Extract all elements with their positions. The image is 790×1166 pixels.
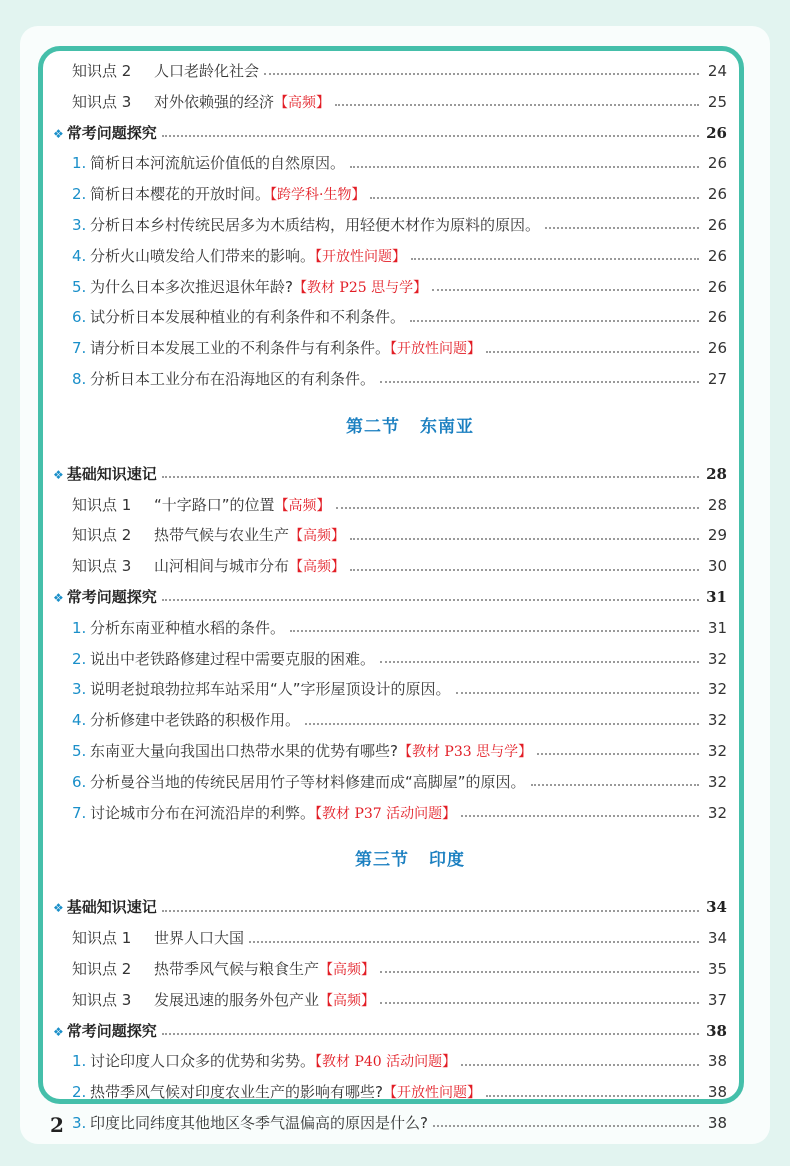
dot-leader bbox=[456, 692, 699, 694]
tag-label: 【教材 P25 思与学】 bbox=[292, 279, 428, 296]
toc-knowledge-row[interactable] bbox=[53, 923, 727, 954]
question-title bbox=[72, 179, 365, 211]
page-ref: 32 bbox=[707, 803, 727, 822]
toc-heading-row[interactable] bbox=[53, 459, 727, 490]
diamond-icon: ❖ bbox=[53, 467, 64, 482]
toc-question-row[interactable] bbox=[53, 613, 727, 644]
toc-question-row[interactable] bbox=[53, 179, 727, 210]
heading-text: 常考问题探究 bbox=[66, 123, 157, 142]
section-title bbox=[53, 395, 727, 459]
heading-title bbox=[53, 459, 157, 491]
toc-heading-row[interactable] bbox=[53, 582, 727, 613]
page-ref: 34 bbox=[707, 929, 727, 948]
tag-label: 【高频】 bbox=[319, 992, 376, 1009]
toc-knowledge-row[interactable] bbox=[53, 490, 727, 521]
page-ref: 24 bbox=[707, 62, 727, 80]
question-number: 2. bbox=[72, 1083, 87, 1102]
tag-label: 【开放性问题】 bbox=[390, 341, 482, 358]
section-name: 东南亚 bbox=[420, 416, 474, 437]
question-text: 分析东南亚种植水稻的条件。 bbox=[90, 618, 286, 637]
page-ref: 34 bbox=[706, 898, 727, 917]
section-title bbox=[53, 828, 727, 892]
question-number: 1. bbox=[72, 618, 87, 637]
page-ref: 37 bbox=[707, 990, 727, 1009]
question-title bbox=[72, 798, 456, 830]
question-title bbox=[72, 767, 526, 798]
question-text: 说出中老铁路修建过程中需要克服的困难。 bbox=[90, 649, 376, 668]
tag-label: 【教材 P40 活动问题】 bbox=[315, 1054, 457, 1071]
question-number: 6. bbox=[72, 308, 87, 327]
question-text: 简析日本河流航运价值低的自然原因。 bbox=[90, 154, 346, 173]
question-title bbox=[72, 1108, 428, 1139]
diamond-icon: ❖ bbox=[53, 590, 64, 605]
knowledge-label: 知识点 1 bbox=[72, 495, 132, 514]
page-ref: 32 bbox=[707, 680, 727, 699]
tag-label: 【跨学科·生物】 bbox=[270, 187, 366, 204]
question-title bbox=[72, 302, 405, 333]
question-title bbox=[72, 674, 451, 705]
question-text: 讨论城市分布在河流沿岸的利弊。 bbox=[90, 803, 316, 822]
question-text: 分析曼谷当地的传统民居用竹子等材料修建而成“高脚屋”的原因。 bbox=[90, 772, 526, 791]
toc-knowledge-row[interactable] bbox=[53, 87, 727, 118]
toc-knowledge-row[interactable] bbox=[53, 551, 727, 582]
question-text: 分析日本工业分布在沿海地区的有利条件。 bbox=[90, 369, 376, 388]
question-number: 4. bbox=[72, 246, 87, 265]
toc-question-row[interactable] bbox=[53, 241, 727, 272]
question-number: 1. bbox=[72, 154, 87, 173]
page-ref: 32 bbox=[707, 772, 727, 791]
question-text: 说明老挝琅勃拉邦车站采用“人”字形屋顶设计的原因。 bbox=[90, 680, 451, 699]
dot-leader bbox=[461, 815, 699, 817]
knowledge-title bbox=[72, 923, 244, 954]
question-text: 为什么日本多次推迟退休年龄? bbox=[90, 277, 293, 296]
question-title bbox=[72, 613, 285, 644]
question-text: 讨论印度人口众多的优势和劣势。 bbox=[90, 1052, 316, 1071]
dot-leader bbox=[350, 166, 699, 168]
tag-label: 【教材 P33 思与学】 bbox=[397, 743, 533, 760]
toc-knowledge-row[interactable] bbox=[53, 985, 727, 1016]
question-title bbox=[72, 364, 375, 395]
dot-leader bbox=[461, 1064, 699, 1066]
question-text: 东南亚大量向我国出口热带水果的优势有哪些? bbox=[90, 741, 398, 760]
dot-leader bbox=[162, 476, 699, 478]
heading-text: 基础知识速记 bbox=[66, 464, 157, 483]
knowledge-label: 知识点 3 bbox=[72, 990, 132, 1009]
table-of-contents bbox=[53, 56, 727, 1139]
page-ref: 32 bbox=[707, 741, 727, 760]
dot-leader bbox=[290, 630, 699, 632]
knowledge-text: 世界人口大国 bbox=[154, 929, 245, 948]
dot-leader bbox=[336, 507, 699, 509]
toc-question-row[interactable] bbox=[53, 674, 727, 705]
knowledge-text: 热带气候与农业生产 bbox=[154, 526, 290, 545]
question-number: 3. bbox=[72, 1113, 87, 1132]
question-text: 简析日本樱花的开放时间。 bbox=[90, 185, 271, 204]
page-ref: 27 bbox=[707, 369, 727, 388]
heading-title bbox=[53, 892, 157, 924]
question-number: 2. bbox=[72, 185, 87, 204]
question-number: 4. bbox=[72, 711, 87, 730]
knowledge-label: 知识点 2 bbox=[72, 526, 132, 545]
toc-heading-row[interactable] bbox=[53, 1016, 727, 1047]
question-title bbox=[72, 1046, 456, 1078]
section-number: 第三节 bbox=[355, 850, 409, 871]
question-number: 6. bbox=[72, 772, 87, 791]
question-number: 7. bbox=[72, 803, 87, 822]
knowledge-text: 发展迅速的服务外包产业 bbox=[154, 990, 320, 1009]
question-title bbox=[72, 644, 375, 675]
toc-question-row[interactable] bbox=[53, 705, 727, 736]
heading-title bbox=[53, 1016, 157, 1048]
tag-label: 【教材 P37 活动问题】 bbox=[315, 805, 457, 822]
page-ref: 29 bbox=[707, 526, 727, 545]
page-ref: 28 bbox=[706, 464, 727, 483]
toc-question-row[interactable] bbox=[53, 302, 727, 333]
knowledge-label: 知识点 1 bbox=[72, 929, 132, 948]
heading-title bbox=[53, 118, 157, 150]
dot-leader bbox=[350, 538, 699, 540]
page-ref: 26 bbox=[707, 246, 727, 265]
tag-label: 【高频】 bbox=[289, 559, 346, 576]
question-title bbox=[72, 241, 406, 273]
question-number: 2. bbox=[72, 649, 87, 668]
toc-question-row[interactable] bbox=[53, 364, 727, 395]
page-ref: 26 bbox=[707, 215, 727, 234]
dot-leader bbox=[410, 320, 699, 322]
tag-label: 【高频】 bbox=[319, 961, 376, 978]
page-ref: 26 bbox=[707, 185, 727, 204]
question-text: 请分析日本发展工业的不利条件与有利条件。 bbox=[90, 339, 391, 358]
knowledge-title bbox=[72, 490, 331, 522]
dot-leader bbox=[370, 197, 699, 199]
toc-knowledge-row[interactable] bbox=[53, 520, 727, 551]
knowledge-label: 知识点 3 bbox=[72, 92, 132, 111]
question-number: 5. bbox=[72, 277, 87, 296]
question-number: 3. bbox=[72, 680, 87, 699]
question-text: 分析火山喷发给人们带来的影响。 bbox=[90, 246, 316, 265]
dot-leader bbox=[545, 227, 699, 229]
toc-question-row[interactable] bbox=[53, 1046, 727, 1077]
page-ref: 32 bbox=[707, 649, 727, 668]
page-ref: 25 bbox=[707, 92, 727, 111]
knowledge-text: 对外依赖强的经济 bbox=[154, 92, 275, 111]
page-ref: 35 bbox=[707, 959, 727, 978]
question-text: 分析修建中老铁路的积极作用。 bbox=[90, 711, 301, 730]
toc-question-row[interactable] bbox=[53, 148, 727, 179]
dot-leader bbox=[335, 104, 699, 106]
dot-leader bbox=[433, 1125, 699, 1127]
question-number: 1. bbox=[72, 1052, 87, 1071]
heading-text: 常考问题探究 bbox=[66, 587, 157, 606]
dot-leader bbox=[411, 258, 699, 260]
question-title bbox=[72, 1077, 481, 1109]
diamond-icon: ❖ bbox=[53, 126, 64, 141]
heading-title bbox=[53, 582, 157, 614]
question-number: 3. bbox=[72, 215, 87, 234]
page-ref: 31 bbox=[706, 587, 727, 606]
page-ref: 38 bbox=[707, 1052, 727, 1071]
page-ref: 32 bbox=[707, 711, 727, 730]
toc-heading-row[interactable] bbox=[53, 118, 727, 149]
question-number: 7. bbox=[72, 339, 87, 358]
knowledge-text: 人口老龄化社会 bbox=[154, 62, 260, 80]
page-ref: 26 bbox=[707, 308, 727, 327]
knowledge-title bbox=[72, 87, 330, 119]
toc-question-row[interactable] bbox=[53, 333, 727, 364]
toc-question-row[interactable] bbox=[53, 272, 727, 303]
question-title bbox=[72, 272, 427, 304]
dot-leader bbox=[380, 381, 699, 383]
question-title bbox=[72, 210, 540, 241]
toc-knowledge-row[interactable] bbox=[53, 56, 727, 87]
page-ref: 26 bbox=[706, 123, 727, 142]
toc-question-row[interactable] bbox=[53, 210, 727, 241]
question-text: 印度比同纬度其他地区冬季气温偏高的原因是什么? bbox=[90, 1113, 428, 1132]
dot-leader bbox=[264, 73, 699, 75]
dot-leader bbox=[486, 351, 699, 353]
page-ref: 26 bbox=[707, 277, 727, 296]
question-text: 分析日本乡村传统民居多为木质结构，用轻便木材作为原料的原因。 bbox=[90, 215, 541, 234]
dot-leader bbox=[162, 910, 699, 912]
page-number: 2 bbox=[50, 1113, 64, 1137]
question-title bbox=[72, 705, 300, 736]
knowledge-label: 知识点 2 bbox=[72, 959, 132, 978]
question-text: 试分析日本发展种植业的有利条件和不利条件。 bbox=[90, 308, 406, 327]
diamond-icon: ❖ bbox=[53, 1024, 64, 1039]
question-text: 热带季风气候对印度农业生产的影响有哪些? bbox=[90, 1083, 383, 1102]
tag-label: 【高频】 bbox=[274, 497, 331, 514]
dot-leader bbox=[531, 784, 699, 786]
question-title bbox=[72, 333, 481, 365]
dot-leader bbox=[486, 1095, 699, 1097]
knowledge-text: 热带季风气候与粮食生产 bbox=[154, 959, 320, 978]
tag-label: 【开放性问题】 bbox=[382, 1085, 481, 1102]
tag-label: 【高频】 bbox=[274, 94, 331, 111]
toc-question-row[interactable] bbox=[53, 798, 727, 829]
page-ref: 28 bbox=[707, 495, 727, 514]
dot-leader bbox=[162, 599, 699, 601]
knowledge-label: 知识点 3 bbox=[72, 557, 132, 576]
dot-leader bbox=[305, 723, 699, 725]
dot-leader bbox=[537, 753, 699, 755]
heading-text: 常考问题探究 bbox=[66, 1021, 157, 1040]
toc-knowledge-row[interactable] bbox=[53, 954, 727, 985]
dot-leader bbox=[380, 661, 699, 663]
question-title bbox=[72, 736, 532, 768]
dot-leader bbox=[162, 1033, 699, 1035]
knowledge-title bbox=[72, 985, 375, 1017]
knowledge-title bbox=[72, 551, 345, 583]
knowledge-text: 山河相间与城市分布 bbox=[154, 557, 290, 576]
tag-label: 【高频】 bbox=[289, 528, 346, 545]
knowledge-title bbox=[72, 520, 345, 552]
page-ref: 26 bbox=[707, 154, 727, 173]
heading-text: 基础知识速记 bbox=[66, 898, 157, 917]
toc-question-row[interactable] bbox=[53, 1108, 727, 1139]
question-number: 8. bbox=[72, 369, 87, 388]
page-ref: 31 bbox=[707, 618, 727, 637]
dot-leader bbox=[380, 971, 699, 973]
knowledge-title bbox=[72, 56, 259, 87]
page-ref: 38 bbox=[707, 1083, 727, 1102]
page-ref: 30 bbox=[707, 557, 727, 576]
toc-question-row[interactable] bbox=[53, 767, 727, 798]
page-ref: 38 bbox=[706, 1021, 727, 1040]
knowledge-title bbox=[72, 954, 375, 986]
toc-question-row[interactable] bbox=[53, 644, 727, 675]
dot-leader bbox=[249, 941, 699, 943]
toc-question-row[interactable] bbox=[53, 736, 727, 767]
dot-leader bbox=[350, 569, 699, 571]
dot-leader bbox=[162, 135, 699, 137]
toc-heading-row[interactable] bbox=[53, 892, 727, 923]
tag-label: 【开放性问题】 bbox=[315, 248, 407, 265]
knowledge-text: “十字路口”的位置 bbox=[154, 495, 275, 514]
section-number: 第二节 bbox=[346, 416, 400, 437]
question-number: 5. bbox=[72, 741, 87, 760]
dot-leader bbox=[432, 289, 699, 291]
page-ref: 38 bbox=[707, 1113, 727, 1132]
diamond-icon: ❖ bbox=[53, 901, 64, 916]
section-name: 印度 bbox=[429, 850, 465, 871]
question-title bbox=[72, 148, 345, 179]
knowledge-label: 知识点 2 bbox=[72, 62, 132, 80]
toc-question-row[interactable] bbox=[53, 1077, 727, 1108]
dot-leader bbox=[380, 1002, 699, 1004]
page-ref: 26 bbox=[707, 339, 727, 358]
